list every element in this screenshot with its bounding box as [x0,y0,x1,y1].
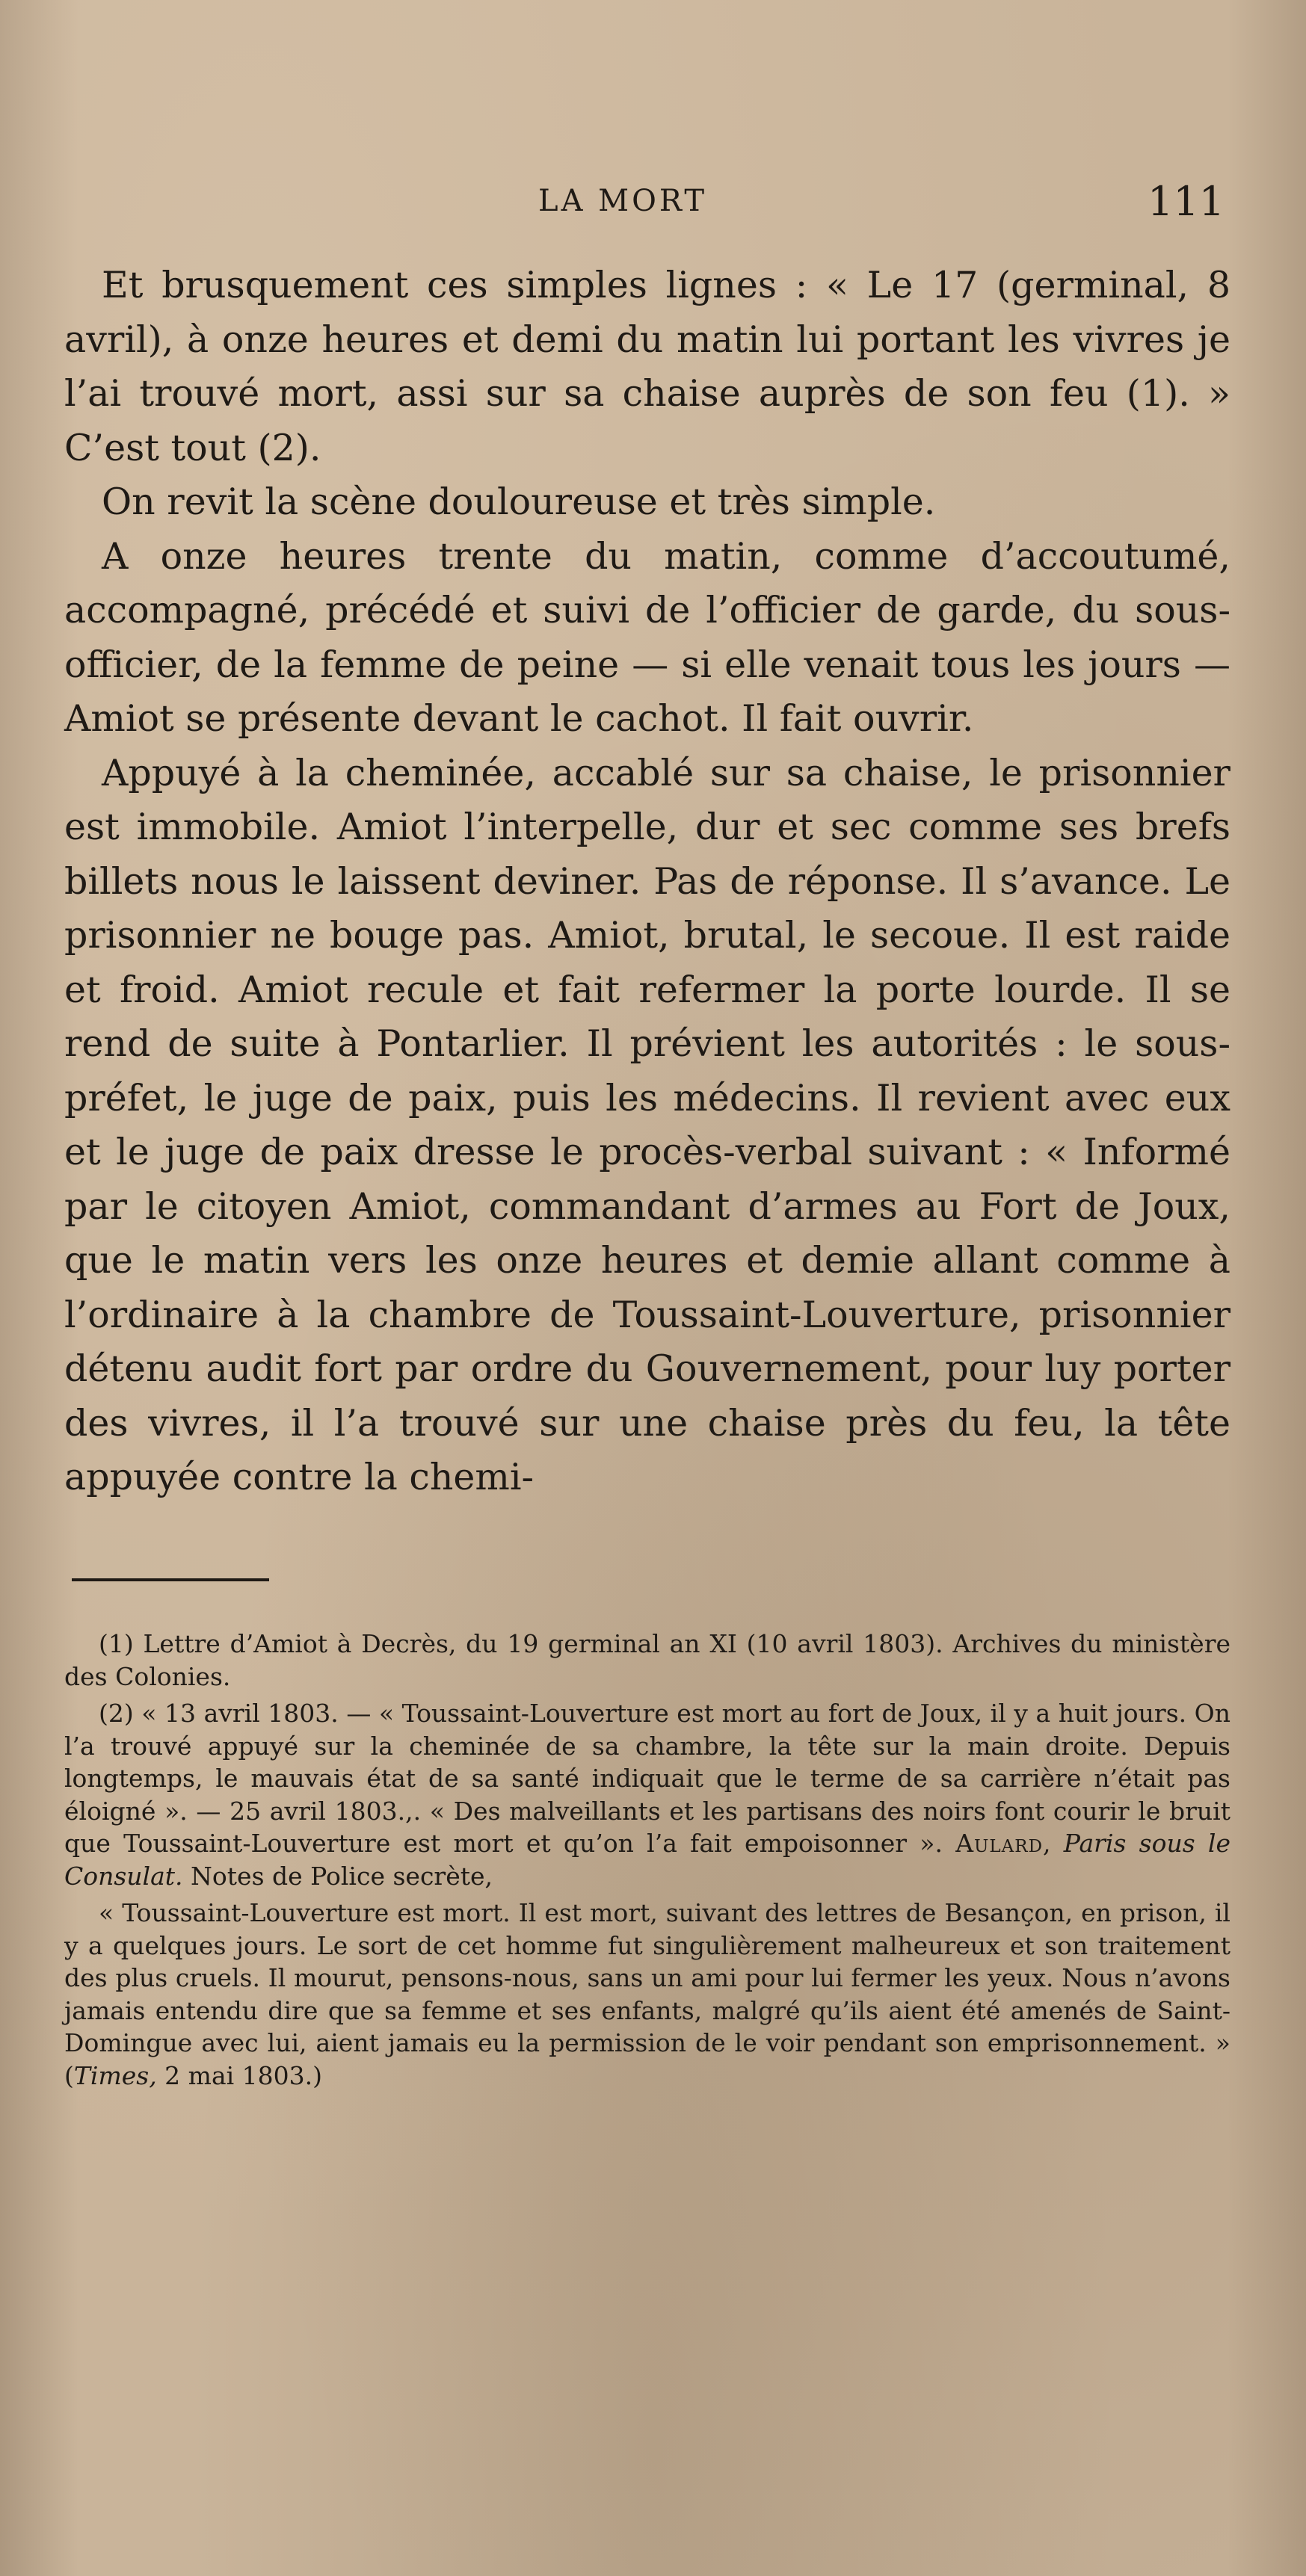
footnote-2 [64,1697,1230,1892]
footnote-3-source: Times, [73,2060,157,2090]
paragraph: A onze heures trente du matin, comme d’accoutumé, accompagné, précédé et suivi de l’officier de garde, du sous-officier, de la femme de peine — si elle venait tous les jours — Amiot se présente devant le cachot. Il fait ouvrir. [64,534,1230,740]
footnote-2-work: Paris sous le Consulat. [64,1829,1230,1891]
footnote-2-text: (2) « 13 avril 1803. — « Toussaint-Louverture est mort au fort de Joux, il y a huit jours. On l’a trouvé appuyé sur la cheminée de sa chambre, la tête sur la main droite. Depuis longtemps, le mauvais état de sa santé indiquait que le terme de sa carrière n’était pas éloigné ». — 25 avril 1803.,. « Des malveillants et les partisans des noirs font courir le bruit que Toussaint-Louverture est mort et qu’on l’a fait empoisonner ». [64,1699,1230,1858]
paragraph: Appuyé à la cheminée, accablé sur sa chaise, le prisonnier est immobile. Amiot l’interpelle, dur et sec comme ses brefs billets nous le laissent deviner. Pas de réponse. Il s’avance. Le prisonnier ne bouge pas. Amiot, brutal, le secoue. Il est raide et froid. Amiot recule et fait refermer la porte lourde. Il se rend de suite à Pontarlier. Il prévient les autorités : le sous-préfet, le juge de paix, puis les médecins. Il revient avec eux et le juge de paix dresse le procès-verbal suivant : « Informé par le citoyen Amiot, commandant d’armes au Fort de Joux, que le matin vers les onze heures et demie allant comme à l’ordinaire à la chambre de Toussaint-Louverture, prisonnier détenu audit fort par ordre du Gouvernement, pour luy porter des vivres, il l’a trouvé sur une chaise près du feu, la tête appuyée contre la chemi- [64,751,1230,1498]
footnote-3 [64,1897,1230,2092]
footnote-1: (1) Lettre d’Amiot à Decrès, du 19 germinal an XI (10 avril 1803). Archives du ministère des Colonies. [64,1629,1230,1691]
page-number: 111 [1148,178,1225,225]
main-text [64,259,1230,1505]
footnote-2-rest: Notes de Police secrète, [182,1861,493,1891]
footnotes [64,1628,1230,2096]
footnote-2-sep: , [1043,1829,1064,1858]
footnote-separator [72,1578,269,1581]
page-header [0,178,1306,229]
footnote-3-text: « Toussaint-Louverture est mort. Il est mort, suivant des lettres de Besançon, en prison, il y a quelques jours. Le sort de cet homme fut singulièrement malheureux et son traitement des plus cruels. Il mourut, pensons-nous, sans un ami pour lui fermer les yeux. Nous n’avons jamais entendu dire que sa femme et ses enfants, malgré qu’ils aient été amenés de Saint-Domingue avec lui, aient jamais eu la permission de le voir pendant son emprisonnement. » ( [64,1898,1230,2090]
running-title: LA MORT [538,184,708,218]
paragraph: On revit la scène douloureuse et très simple. [102,481,936,523]
footnote-3-rest: 2 mai 1803.) [156,2060,323,2090]
paragraph: Et brusquement ces simples lignes : « Le 17 (germinal, 8 avril), à onze heures et demi du matin lui portant les vivres je l’ai trouvé mort, assi sur sa chaise auprès de son feu (1). » C’est tout (2). [64,264,1230,469]
footnote-2-author: Aulard [955,1829,1044,1858]
